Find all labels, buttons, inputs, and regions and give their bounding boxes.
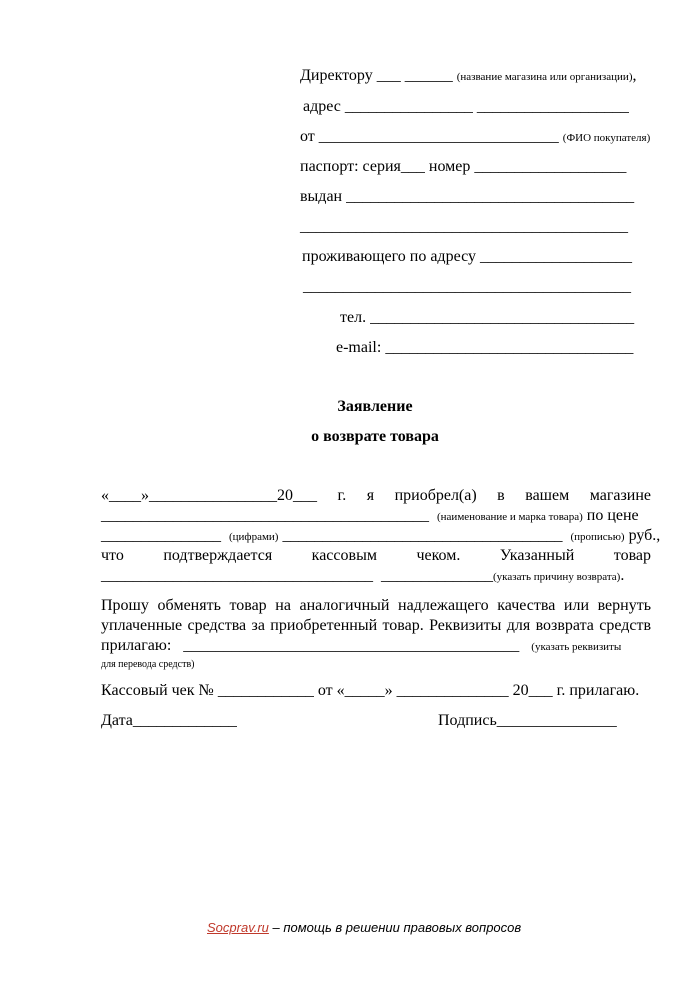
period: . bbox=[620, 567, 625, 584]
word: за bbox=[251, 617, 265, 634]
defect-blank: __________________________________ bbox=[101, 567, 373, 584]
purchase-line-2 bbox=[101, 507, 639, 525]
word: Указанный bbox=[499, 547, 575, 564]
product-name-blank: _________________________________________ bbox=[101, 507, 429, 524]
purchase-date-blank: «____»________________20___ bbox=[101, 487, 317, 504]
addressee-line bbox=[300, 67, 636, 85]
word: на bbox=[275, 597, 291, 614]
word: подтверждается bbox=[163, 547, 273, 564]
addressee-comma: , bbox=[632, 67, 637, 84]
word: магазине bbox=[589, 487, 652, 504]
request-line-1 bbox=[101, 597, 651, 615]
price-words-hint: (прописью) bbox=[570, 531, 625, 543]
receipt-line: Кассовый чек № ____________ от «_____» ______________ 20___ г. прилагаю. bbox=[101, 682, 640, 699]
word: аналогичный bbox=[299, 597, 390, 614]
currency-label: руб., bbox=[628, 527, 661, 544]
phone-line: тел. _________________________________ bbox=[340, 309, 635, 326]
product-name-hint: (наименование и марка товара) bbox=[437, 511, 583, 523]
bank-details-hint-cont: для перевода средств) bbox=[101, 659, 195, 670]
word: я bbox=[366, 487, 375, 504]
word: вернуть bbox=[597, 597, 652, 614]
issued-line: выдан ____________________________________ bbox=[300, 188, 635, 205]
purchase-line-4 bbox=[101, 547, 651, 565]
addressee-hint: (название магазина или организации) bbox=[456, 71, 633, 83]
bank-details-blank: __________________________________________ bbox=[183, 637, 520, 654]
footer bbox=[207, 920, 521, 935]
word: качества bbox=[497, 597, 556, 614]
word: средства bbox=[187, 617, 247, 634]
address-line: адрес ________________ ___________________ bbox=[303, 98, 629, 115]
date-line: Дата_____________ bbox=[101, 712, 237, 729]
price-label: по цене bbox=[586, 507, 639, 524]
footer-site-link[interactable]: Socprav.ru bbox=[207, 920, 269, 935]
word: что bbox=[101, 547, 124, 564]
document-subtitle: о возврате товара bbox=[311, 428, 439, 445]
footer-tagline: – помощь в решении правовых вопросов bbox=[268, 920, 522, 935]
addressee-label: Директору bbox=[300, 67, 373, 84]
email-line: e-mail: _______________________________ bbox=[336, 339, 634, 356]
residence-line: проживающего по адресу ___________________ bbox=[302, 248, 632, 265]
purchase-line-3 bbox=[101, 527, 660, 545]
passport-line: паспорт: серия___ номер ___________________ bbox=[300, 158, 627, 175]
price-digits-blank: _______________ bbox=[101, 527, 221, 544]
word: Реквизиты bbox=[429, 617, 502, 634]
request-line-2 bbox=[101, 617, 651, 635]
word: г. bbox=[337, 487, 347, 504]
word: обменять bbox=[157, 597, 221, 614]
word: уплаченные bbox=[101, 617, 183, 634]
word: приобрел(а) bbox=[394, 487, 477, 504]
price-digits-hint: (цифрами) bbox=[229, 531, 279, 543]
word: чеком. bbox=[416, 547, 461, 564]
reason-hint: (указать причину возврата) bbox=[493, 571, 621, 583]
signature-line: Подпись_______________ bbox=[438, 712, 617, 729]
word: в bbox=[497, 487, 505, 504]
blank-line: _________________________________________ bbox=[300, 218, 628, 235]
price-words-blank: ___________________________________ bbox=[282, 527, 563, 544]
from-blank: от ______________________________ bbox=[300, 128, 559, 145]
word: товар bbox=[229, 597, 267, 614]
addressee-blank: ___ ______ bbox=[376, 67, 453, 84]
word: возврата bbox=[535, 617, 594, 634]
document-title: Заявление bbox=[337, 398, 413, 415]
request-line-3 bbox=[101, 637, 621, 655]
word: кассовым bbox=[311, 547, 377, 564]
blank-line: _________________________________________ bbox=[303, 278, 631, 295]
word: или bbox=[563, 597, 590, 614]
word: надлежащего bbox=[398, 597, 489, 614]
word: средств bbox=[599, 617, 651, 634]
word: вашем bbox=[525, 487, 570, 504]
reason-blank: ______________ bbox=[381, 567, 493, 584]
word: товар. bbox=[382, 617, 424, 634]
attach-label: прилагаю: bbox=[101, 637, 172, 654]
bank-details-hint: (указать реквизиты bbox=[531, 641, 622, 653]
from-hint: (ФИО покупателя) bbox=[562, 132, 651, 144]
word: приобретенный bbox=[270, 617, 378, 634]
word: для bbox=[506, 617, 531, 634]
purchase-line-5 bbox=[101, 567, 624, 585]
purchase-line-1 bbox=[101, 487, 651, 505]
word: Прошу bbox=[101, 597, 149, 614]
from-line bbox=[300, 128, 650, 146]
word: товар bbox=[613, 547, 652, 564]
